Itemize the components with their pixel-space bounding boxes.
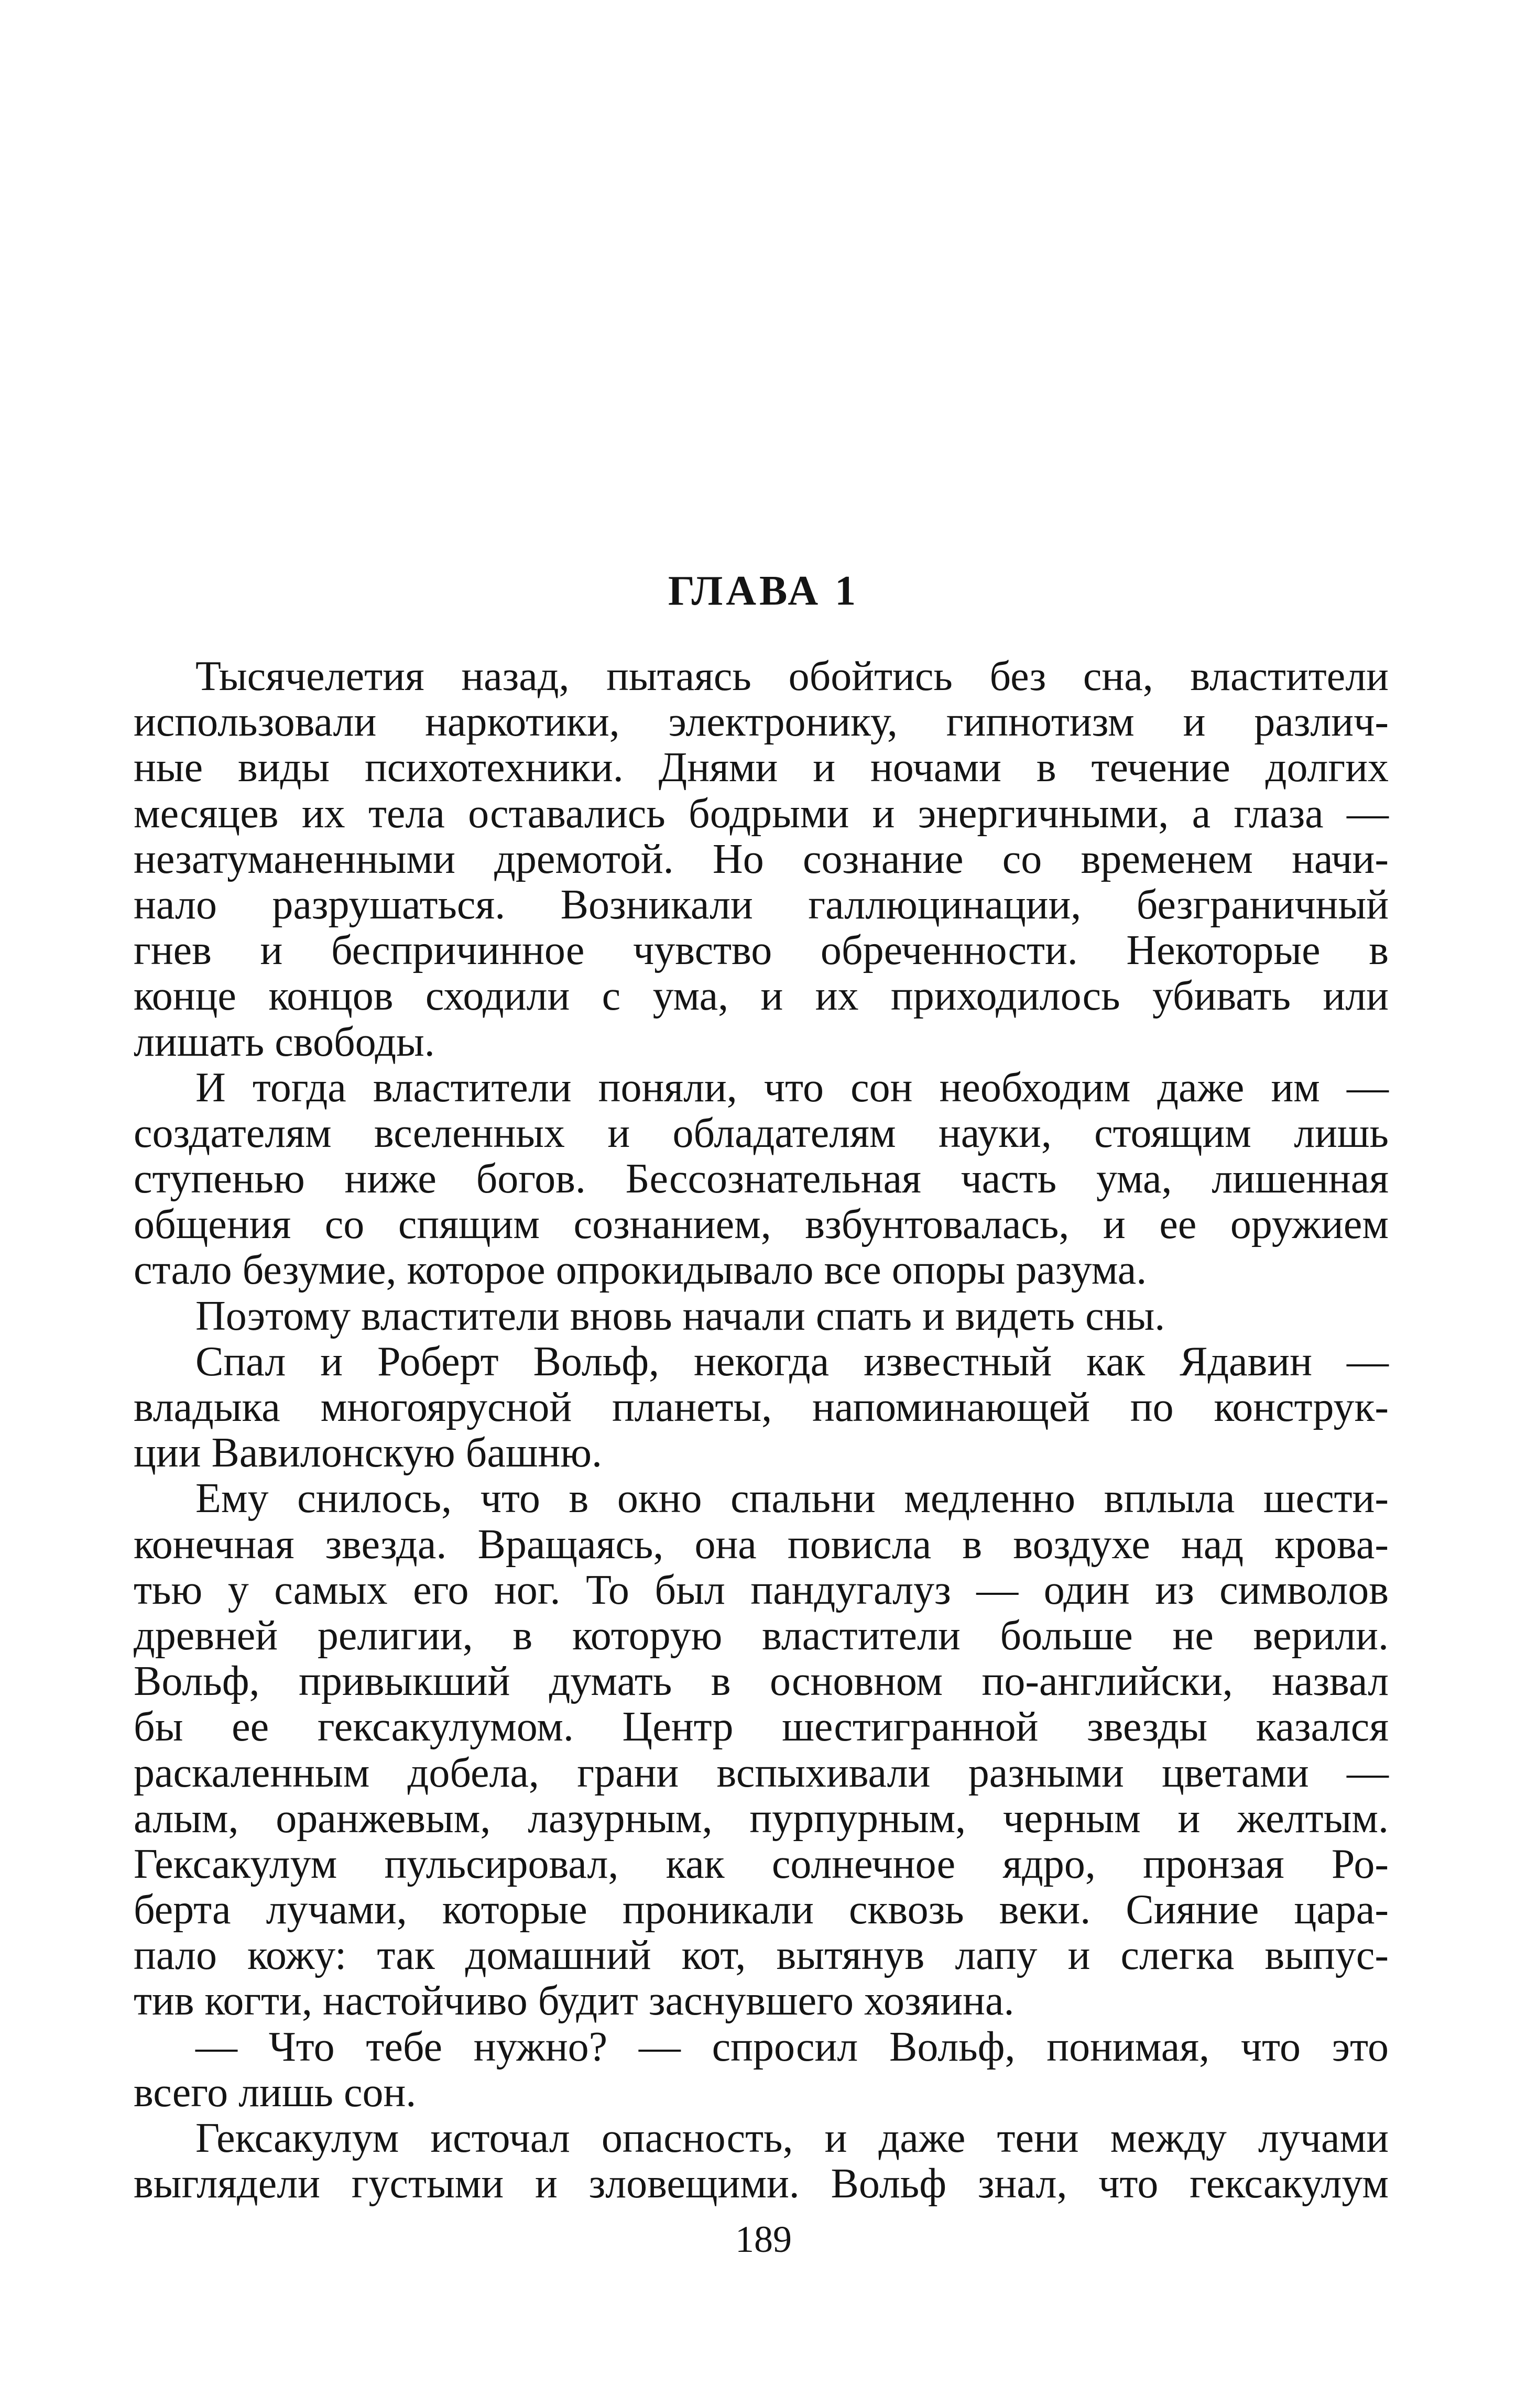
text-line: использовали наркотики, электронику, гипнотизм и различ- (134, 699, 1389, 746)
text-line: конце концов сходили с ума, и их приходилось убивать или (134, 973, 1389, 1020)
text-line: ции Вавилонскую башню. (134, 1430, 603, 1476)
text-line: незатуманенными дремотой. Но сознание со временем начи- (134, 836, 1389, 882)
text-line: стало безумие, которое опрокидывало все опоры разума. (134, 1247, 1147, 1294)
paragraph (134, 2024, 1389, 2116)
paragraph (134, 1065, 1389, 1294)
text-line: лишать свободы. (134, 1019, 435, 1065)
text-line: гнев и беспричинное чувство обреченности. Некоторые в (134, 927, 1389, 974)
text-line: пало кожу: так домашний кот, вытянув лапу и слегка выпус- (134, 1932, 1389, 1979)
text-line: раскаленным добела, грани вспыхивали разными цветами — (134, 1749, 1389, 1796)
text-line: И тогда властители поняли, что сон необходим даже им — (195, 1064, 1389, 1111)
text-line: Вольф, привыкший думать в основном по-английски, назвал (134, 1658, 1389, 1705)
text-line: ные виды психотехники. Днями и ночами в течение долгих (134, 745, 1389, 791)
text-line: древней религии, в которую властители больше не верили. (134, 1612, 1389, 1659)
text-line: тью у самых его ног. То был пандугалуз — один из символов (134, 1567, 1389, 1613)
text-line: Гексакулум источал опасность, и даже тени между лучами (195, 2115, 1389, 2161)
paragraph (134, 2116, 1389, 2207)
text-line: Гексакулум пульсировал, как солнечное ядро, пронзая Ро- (134, 1841, 1389, 1887)
paragraph (134, 1339, 1389, 1476)
text-line: — Что тебе нужно? — спросил Вольф, понимая, что это (195, 2023, 1389, 2070)
text-line: месяцев их тела оставались бодрыми и энергичными, а глаза — (134, 790, 1389, 837)
page-number: 189 (735, 2218, 792, 2260)
text-line: конечная звезда. Вращаясь, она повисла в воздухе над крова- (134, 1521, 1389, 1568)
text-line: берта лучами, которые проникали сквозь веки. Сияние цара- (134, 1887, 1389, 1933)
text-line: бы ее гексакулумом. Центр шестигранной звезды казался (134, 1704, 1389, 1750)
text-line: Тысячелетия назад, пытаясь обойтись без сна, властители (195, 653, 1389, 699)
text-line: создателям вселенных и обладателям науки, стоящим лишь (134, 1110, 1389, 1156)
text-line: выглядели густыми и зловещими. Вольф знал, что гексакулум (134, 2161, 1389, 2207)
text-line: общения со спящим сознанием, взбунтовалась, и ее оружием (134, 1201, 1389, 1248)
text-line: ступенью ниже богов. Бессознательная часть ума, лишенная (134, 1156, 1389, 1202)
paragraph (134, 1476, 1389, 2024)
paragraph (134, 1294, 1389, 1339)
text-line: Поэтому властители вновь начали спать и видеть сны. (195, 1293, 1165, 1339)
text-line: Спал и Роберт Вольф, некогда известный как Ядавин — (195, 1338, 1389, 1385)
text-line: алым, оранжевым, лазурным, пурпурным, черным и желтым. (134, 1795, 1389, 1842)
text-line: Ему снилось, что в окно спальни медленно вплыла шести- (195, 1475, 1389, 1522)
text-line: нало разрушаться. Возникали галлюцинации, безграничный (134, 881, 1389, 928)
paragraph (134, 654, 1389, 1065)
body-text (134, 654, 1389, 2207)
text-line: всего лишь сон. (134, 2069, 417, 2116)
chapter-title: ГЛАВА 1 (668, 568, 859, 614)
text-line: тив когти, настойчиво будит заснувшего хозяина. (134, 1978, 1015, 2024)
text-line: владыка многоярусной планеты, напоминающей по конструк- (134, 1384, 1389, 1430)
